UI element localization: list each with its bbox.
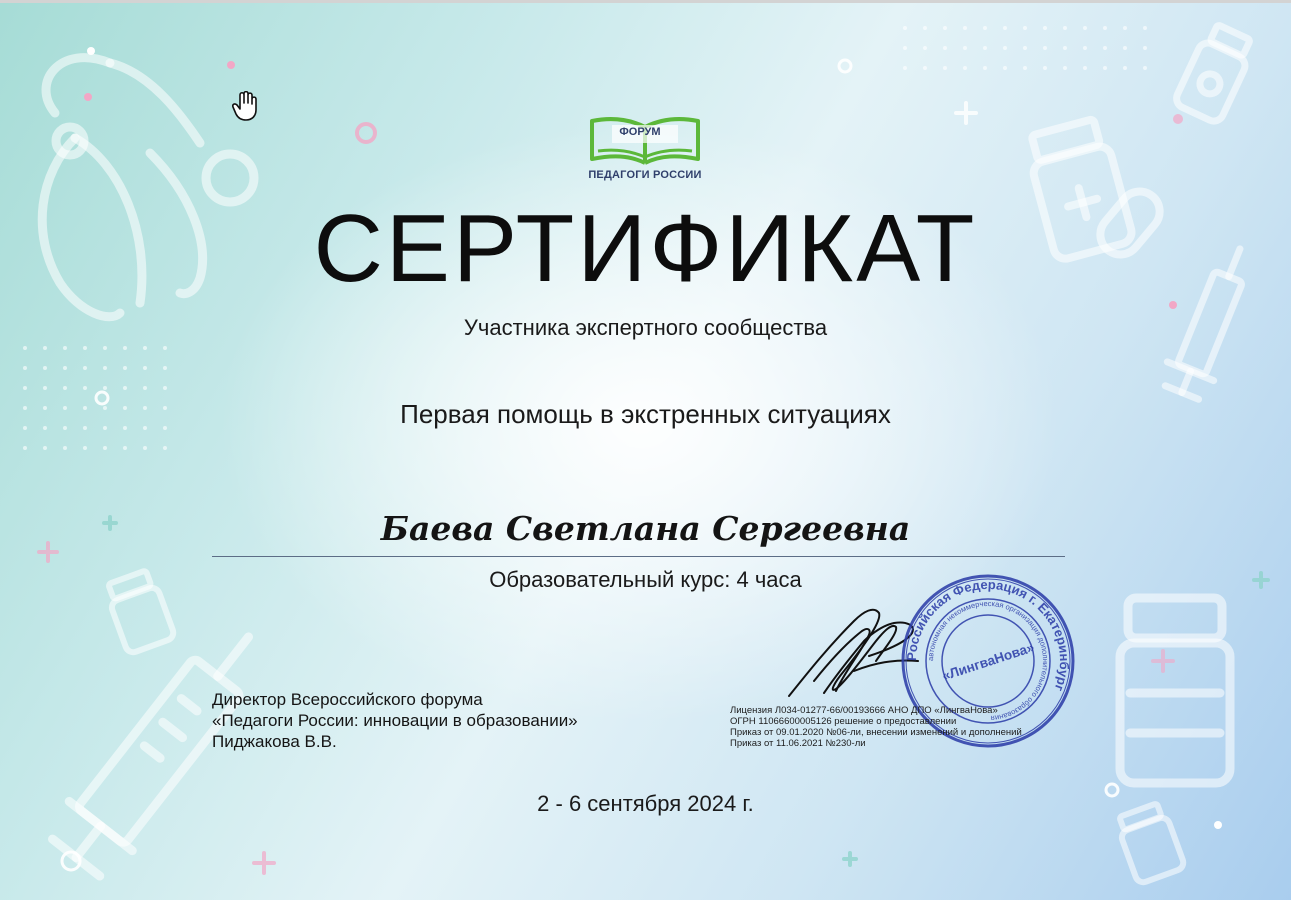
license-line: Приказ от 09.01.2020 №06-ли, внесении изменений и дополнений [730, 727, 1022, 738]
director-signature-block [212, 689, 692, 752]
dot-decoration [1173, 114, 1183, 124]
course-hours: Образовательный курс: 4 часа [489, 567, 802, 592]
director-forum-line: «Педагоги России: инновации в образовании» [212, 711, 578, 730]
certificate-dates: 2 - 6 сентября 2024 г. [537, 791, 754, 816]
plus-sparkle-icon [956, 103, 976, 123]
logo-forum-label: ФОРУМ [619, 126, 661, 138]
large-bottle-icon [1120, 598, 1230, 783]
dot-decoration [227, 61, 235, 69]
forum-logo [584, 113, 706, 185]
dot-decoration [87, 47, 95, 55]
recipient-underline [212, 556, 1065, 557]
plus-sparkle-icon [1153, 651, 1173, 671]
stamp-ring-text: Российская Федерация г. Екатеринбург [903, 576, 1073, 694]
dot-decoration [1169, 301, 1177, 309]
ring-decoration [62, 852, 80, 870]
plus-sparkle-icon [844, 853, 856, 865]
hand-cursor-icon [232, 91, 258, 121]
dot-decoration [84, 93, 92, 101]
course-name: Первая помощь в экстренных ситуациях [400, 399, 891, 429]
stamp-center-text: «ЛингваНова» [940, 639, 1037, 684]
ring-decoration [839, 60, 851, 72]
stamp-inner-text: автономная некоммерческая организация дополнительного образования [925, 598, 1051, 723]
dot-grid-top-right [903, 26, 1147, 70]
license-line: ОГРН 11066600005126 решение о предоставлении [730, 716, 957, 727]
certificate-subtitle: Участника экспертного сообщества [463, 315, 828, 340]
certificate-title: СЕРТИФИКАТ [313, 195, 978, 302]
license-line: Лицензия Л034-01277-66/00193666 АНО ДПО «ЛингваНова» [730, 705, 998, 716]
director-name: Пиджакова В.В. [212, 732, 337, 751]
ring-decoration [357, 124, 375, 142]
vial-icon-top-right [1173, 22, 1256, 125]
logo-name-label: ПЕДАГОГИ РОССИИ [588, 169, 702, 181]
license-line: Приказ от 11.06.2021 №230-ли [730, 738, 866, 749]
open-book-icon [584, 113, 706, 169]
plus-sparkle-icon [254, 853, 274, 873]
director-title-line: Директор Всероссийского форума [212, 690, 483, 709]
dot-decoration [1214, 821, 1222, 829]
recipient-name: Баева Светлана Сергеевна [380, 509, 911, 548]
license-info [730, 705, 1090, 749]
